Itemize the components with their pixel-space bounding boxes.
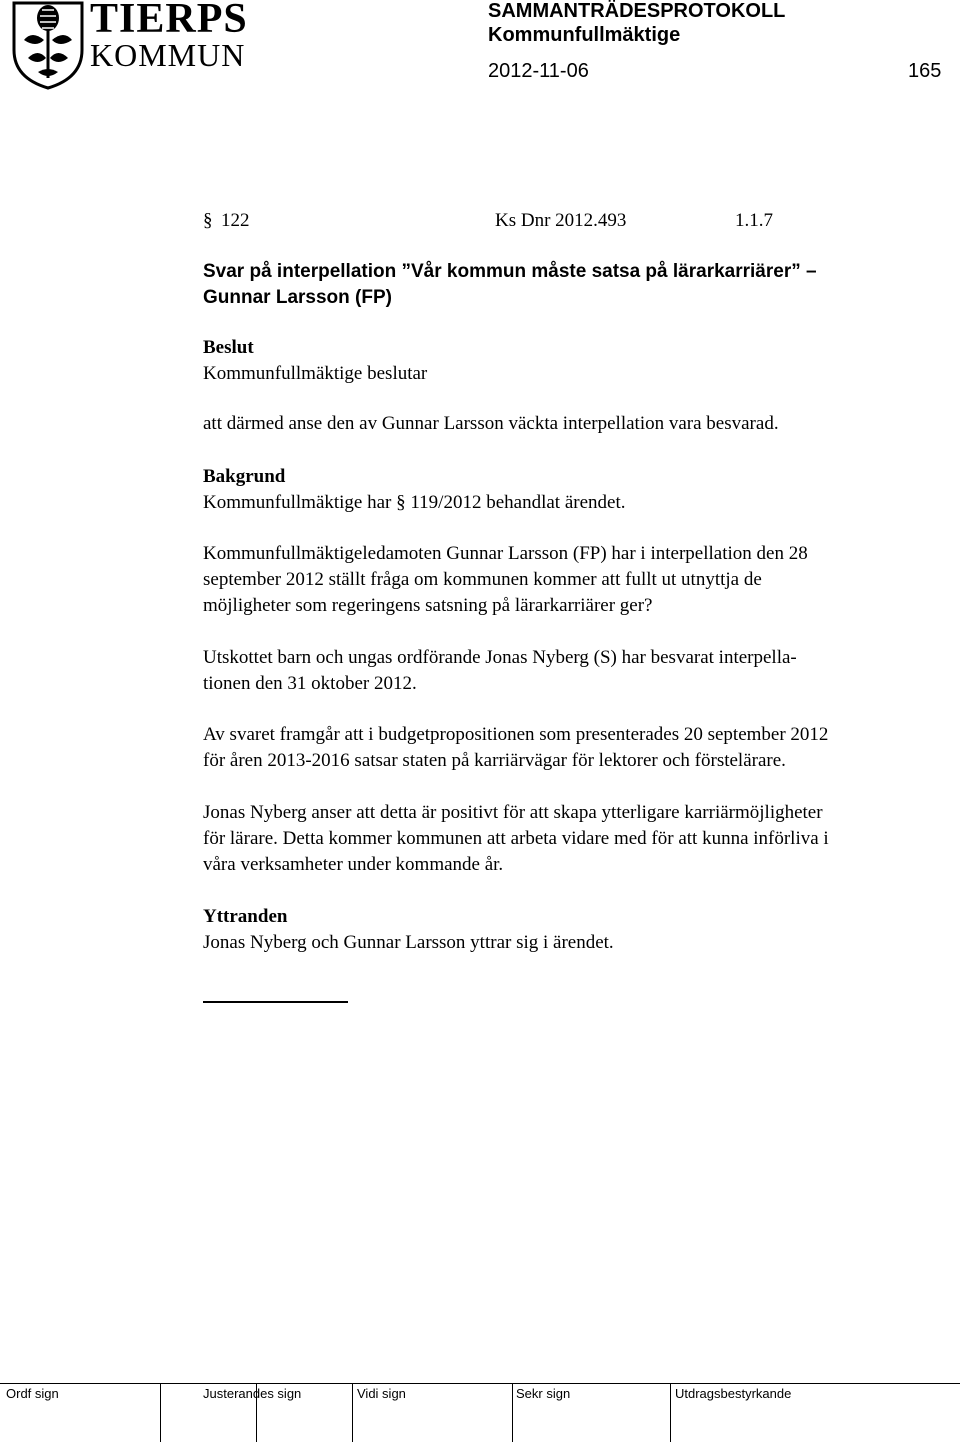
paragraph-sign: § xyxy=(203,210,213,231)
bakgrund-p3-line1: Av svaret framgår att i budgetpropositionen som presenterades 20 september 2012 xyxy=(203,724,829,745)
footer-justerandes-sign: Justerandes sign xyxy=(203,1386,302,1401)
footer-divider xyxy=(160,1384,161,1442)
bakgrund-p3-line2: för åren 2013-2016 satsar staten på karriärvägar för lektorer och förstelärare. xyxy=(203,750,786,771)
body-name: Kommunfullmäktige xyxy=(488,24,681,46)
classification-code: 1.1.7 xyxy=(735,210,773,231)
document-type: SAMMANTRÄDESPROTOKOLL xyxy=(488,0,786,22)
bakgrund-p4-line1: Jonas Nyberg anser att detta är positivt för att skapa ytterligare karriärmöjligheter xyxy=(203,802,823,823)
bakgrund-p1-line1: Kommunfullmäktigeledamoten Gunnar Larsson (FP) har i interpellation den 28 xyxy=(203,543,808,564)
separator-rule xyxy=(203,1001,348,1003)
logo-name-line1: TIERPS xyxy=(90,0,248,42)
footer-divider xyxy=(512,1384,513,1442)
bakgrund-intro-after: 119/2012 behandlat ärendet. xyxy=(410,492,626,513)
page-number: 165 xyxy=(908,60,942,82)
logo-name-line2: KOMMUN xyxy=(90,37,246,73)
bakgrund-p4-line2: för lärare. Detta kommer kommunen att arbeta vidare med för att kunna införliva i xyxy=(203,828,829,849)
item-title-line2: Gunnar Larsson (FP) xyxy=(203,287,392,308)
yttranden-heading: Yttranden xyxy=(203,906,288,927)
beslut-att: att därmed anse den av Gunnar Larsson väckta interpellation vara besvarad. xyxy=(203,413,779,434)
meeting-date: 2012-11-06 xyxy=(488,60,589,82)
diary-number: Ks Dnr 2012.493 xyxy=(495,210,627,231)
footer-divider xyxy=(670,1384,671,1442)
tierps-kommun-logo xyxy=(8,0,248,90)
bakgrund-p2-line1: Utskottet barn och ungas ordförande Jonas Nyberg (S) har besvarat interpella- xyxy=(203,647,797,668)
item-title-line1: Svar på interpellation ”Vår kommun måste satsa på lärarkarriärer” – xyxy=(203,261,817,282)
yttranden-text: Jonas Nyberg och Gunnar Larsson yttrar sig i ärendet. xyxy=(203,932,614,953)
footer-utdragsbestyrkande: Utdragsbestyrkande xyxy=(675,1386,792,1401)
beslut-heading: Beslut xyxy=(203,337,254,358)
footer-vidi-sign: Vidi sign xyxy=(357,1386,406,1401)
bakgrund-heading: Bakgrund xyxy=(203,466,286,487)
footer-divider xyxy=(352,1384,353,1442)
bakgrund-p1-line3: möjligheter som regeringens satsning på lärarkarriärer ger? xyxy=(203,595,653,616)
paragraph-sign: § xyxy=(396,492,406,513)
bakgrund-intro-before: Kommunfullmäktige har xyxy=(203,492,392,513)
bakgrund-p1-line2: september 2012 ställt fråga om kommunen kommer att fullt ut utnyttja de xyxy=(203,569,762,590)
footer-sekr-sign: Sekr sign xyxy=(516,1386,571,1401)
bakgrund-intro xyxy=(203,490,948,516)
footer-ordf-sign: Ordf sign xyxy=(6,1386,59,1401)
footer-top-border xyxy=(0,1383,960,1384)
section-number: 122 xyxy=(221,210,250,231)
bakgrund-p2-line2: tionen den 31 oktober 2012. xyxy=(203,673,417,694)
beslut-text: Kommunfullmäktige beslutar xyxy=(203,363,428,384)
bakgrund-p4-line3: våra verksamheter under kommande år. xyxy=(203,854,504,875)
